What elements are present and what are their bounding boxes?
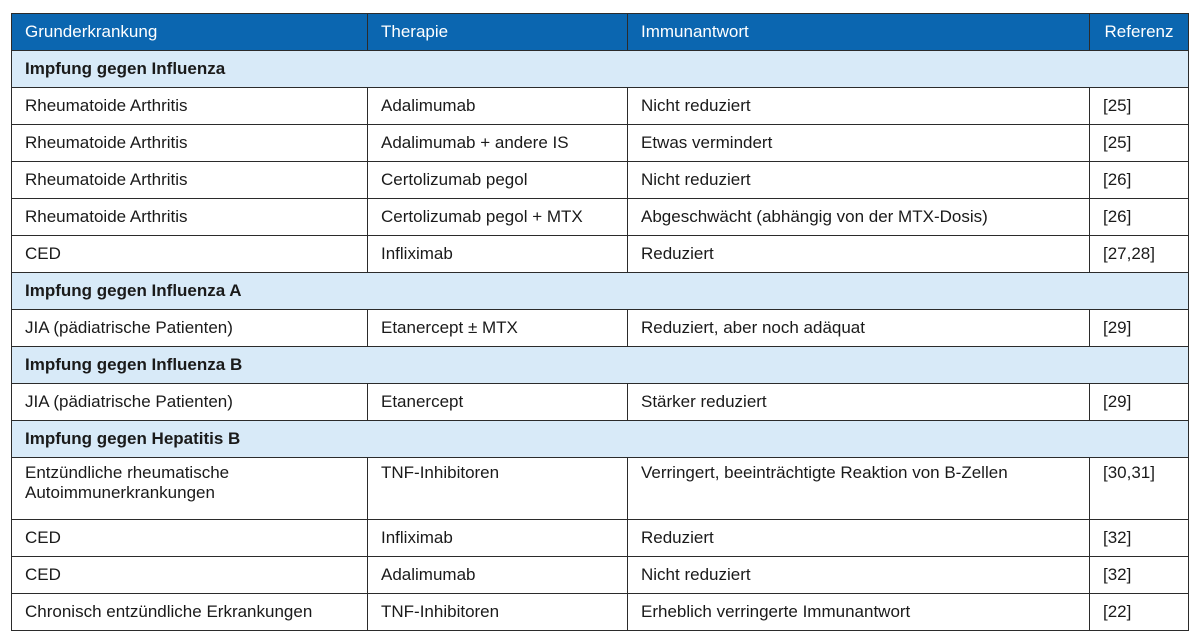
referenz-cell: [26] [1090,162,1189,199]
immunantwort-cell: Etwas vermindert [628,125,1090,162]
section-row [12,347,1189,384]
immunantwort-cell: Nicht reduziert [628,88,1090,125]
immunantwort-cell: Reduziert [628,520,1090,557]
grunderkrankung-cell: CED [12,557,368,594]
immunantwort-cell: Erheblich verringerte Immunantwort [628,594,1090,631]
referenz-cell: [30,31] [1090,458,1189,520]
table-row [12,162,1189,199]
referenz-cell: [32] [1090,557,1189,594]
table-row [12,384,1189,421]
referenz-cell: [29] [1090,310,1189,347]
section-row [12,51,1189,88]
col-header-therapie: Therapie [368,14,628,51]
table-row [12,88,1189,125]
col-header-immunantwort: Immunantwort [628,14,1090,51]
grunderkrankung-cell: Rheumatoide Arthritis [12,125,368,162]
immunantwort-cell: Nicht reduziert [628,557,1090,594]
table-row [12,458,1189,520]
immunantwort-cell: Nicht reduziert [628,162,1090,199]
therapie-cell: Infliximab [368,236,628,273]
referenz-cell: [25] [1090,125,1189,162]
grunderkrankung-cell: Chronisch entzündliche Erkrankungen [12,594,368,631]
referenz-cell: [27,28] [1090,236,1189,273]
therapie-cell: Adalimumab + andere IS [368,125,628,162]
therapie-cell: Infliximab [368,520,628,557]
referenz-cell: [25] [1090,88,1189,125]
referenz-cell: [32] [1090,520,1189,557]
grunderkrankung-cell: JIA (pädiatrische Patienten) [12,310,368,347]
grunderkrankung-cell: JIA (pädiatrische Patienten) [12,384,368,421]
section-title: Impfung gegen Influenza B [12,347,1189,384]
therapie-cell: TNF-Inhibitoren [368,458,628,520]
section-title: Impfung gegen Influenza [12,51,1189,88]
grunderkrankung-cell: CED [12,236,368,273]
grunderkrankung-cell: CED [12,520,368,557]
table-row [12,557,1189,594]
referenz-cell: [22] [1090,594,1189,631]
header-row [12,14,1189,51]
referenz-cell: [26] [1090,199,1189,236]
immunantwort-cell: Stärker reduziert [628,384,1090,421]
table-row [12,199,1189,236]
therapie-cell: Certolizumab pegol + MTX [368,199,628,236]
col-header-referenz: Referenz [1090,14,1189,51]
table-header [12,14,1189,51]
section-row [12,421,1189,458]
grunderkrankung-cell: Rheumatoide Arthritis [12,162,368,199]
therapie-cell: Certolizumab pegol [368,162,628,199]
table-body [12,51,1189,631]
therapie-cell: Etanercept [368,384,628,421]
section-row [12,273,1189,310]
immunantwort-cell: Reduziert [628,236,1090,273]
therapie-cell: Etanercept ± MTX [368,310,628,347]
therapie-cell: TNF-Inhibitoren [368,594,628,631]
table-row [12,310,1189,347]
immunantwort-cell: Reduziert, aber noch adäquat [628,310,1090,347]
table-row [12,520,1189,557]
referenz-cell: [29] [1090,384,1189,421]
therapie-cell: Adalimumab [368,557,628,594]
grunderkrankung-cell: Entzündliche rheumatische Autoimmunerkrankungen [12,458,368,520]
grunderkrankung-cell: Rheumatoide Arthritis [12,88,368,125]
immunantwort-cell: Verringert, beeinträchtigte Reaktion von B-Zellen [628,458,1090,520]
section-title: Impfung gegen Influenza A [12,273,1189,310]
section-title: Impfung gegen Hepatitis B [12,421,1189,458]
table-row [12,125,1189,162]
table-row [12,594,1189,631]
table-row [12,236,1189,273]
therapie-cell: Adalimumab [368,88,628,125]
immunantwort-cell: Abgeschwächt (abhängig von der MTX-Dosis) [628,199,1090,236]
grunderkrankung-cell: Rheumatoide Arthritis [12,199,368,236]
col-header-grunderkrankung: Grunderkrankung [12,14,368,51]
vaccination-response-table [11,13,1189,631]
